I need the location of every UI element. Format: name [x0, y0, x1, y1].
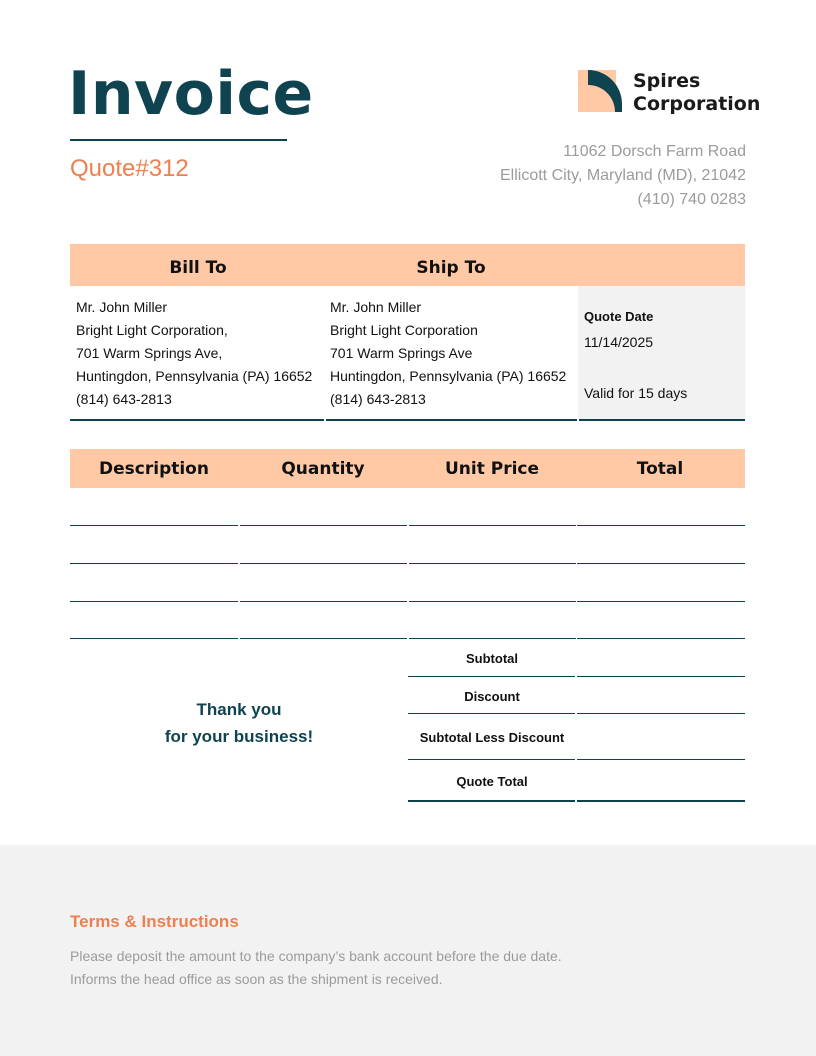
- quote-date-label: Quote Date: [584, 309, 654, 324]
- thank-you-line1: Thank you: [196, 700, 282, 719]
- quote-total-value-rule: [577, 800, 745, 802]
- bill-to-rule: [70, 419, 324, 421]
- col-total: Total: [636, 459, 684, 479]
- company-address-line1: 11062 Dorsch Farm Road: [563, 143, 746, 160]
- subtotal-label: Subtotal: [466, 651, 518, 666]
- title-underline: [70, 139, 287, 141]
- bill-to-heading: Bill To: [169, 258, 227, 278]
- bill-to-street: 701 Warm Springs Ave,: [76, 345, 223, 361]
- ship-to-rule: [326, 419, 577, 421]
- terms-title: Terms & Instructions: [70, 912, 239, 931]
- subtotal-less-discount-rule: [408, 759, 575, 760]
- ship-to-street: 701 Warm Springs Ave: [330, 345, 473, 361]
- col-quantity: Quantity: [281, 459, 365, 479]
- subtotal-value-rule: [577, 676, 745, 677]
- spires-logo-icon: [578, 70, 622, 112]
- bill-to-company: Bright Light Corporation,: [76, 322, 228, 338]
- col-description: Description: [99, 459, 209, 479]
- table-row[interactable]: [70, 526, 745, 564]
- ship-to-block: [330, 296, 566, 411]
- quote-total-label: Quote Total: [456, 774, 528, 789]
- quote-number: Quote#312: [70, 155, 189, 182]
- company-name-line1: Spires: [633, 70, 701, 92]
- terms-line2: Informs the head office as soon as the shipment is received.: [70, 971, 443, 987]
- company-address-line2: Ellicott City, Maryland (MD), 21042: [500, 167, 746, 184]
- col-unit-price: Unit Price: [444, 459, 540, 479]
- ship-to-company: Bright Light Corporation: [330, 322, 478, 338]
- thank-you-message: [70, 696, 408, 750]
- ship-to-heading: Ship To: [416, 258, 486, 278]
- bill-to-city: Huntingdon, Pennsylvania (PA) 16652: [76, 368, 313, 384]
- subtotal-rule: [408, 676, 575, 677]
- quote-date-value: 11/14/2025: [584, 334, 654, 350]
- invoice-title: Invoice: [68, 59, 314, 129]
- terms-line1: Please deposit the amount to the company’s bank account before the due date.: [70, 948, 562, 964]
- company-name-line2: Corporation: [633, 93, 761, 115]
- ship-to-name: Mr. John Miller: [330, 299, 422, 315]
- items-table-body: [70, 488, 745, 640]
- table-row[interactable]: [70, 564, 745, 602]
- discount-rule: [408, 713, 575, 714]
- table-row[interactable]: [70, 488, 745, 526]
- quote-validity: Valid for 15 days: [584, 385, 688, 401]
- subtotal-less-discount-value-rule: [577, 759, 745, 760]
- subtotal-less-discount-label: Subtotal Less Discount: [419, 730, 565, 745]
- thank-you-line2: for your business!: [164, 727, 314, 746]
- discount-value-rule: [577, 713, 745, 714]
- table-row[interactable]: [70, 602, 745, 640]
- company-phone: (410) 740 0283: [637, 191, 746, 208]
- discount-label: Discount: [464, 689, 520, 704]
- ship-to-city: Huntingdon, Pennsylvania (PA) 16652: [330, 368, 567, 384]
- company-name: [633, 70, 760, 116]
- bill-to-phone: (814) 643-2813: [76, 391, 172, 407]
- meta-rule: [579, 419, 745, 421]
- bill-to-block: [76, 296, 312, 411]
- bill-to-name: Mr. John Miller: [76, 299, 168, 315]
- quote-total-rule: [408, 800, 575, 802]
- ship-to-phone: (814) 643-2813: [330, 391, 426, 407]
